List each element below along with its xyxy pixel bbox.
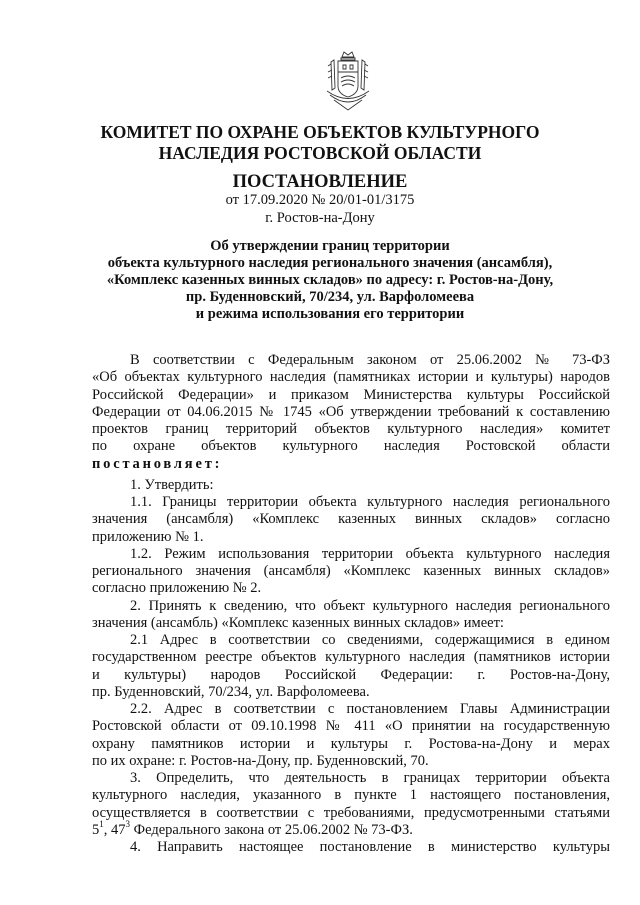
org-line-1: КОМИТЕТ ПО ОХРАНЕ ОБЪЕКТОВ КУЛЬТУРНОГО xyxy=(100,122,540,142)
document-city: г. Ростов-на-Дону xyxy=(265,210,375,226)
preamble-line: «Об объектах культурного наследия (памятниках истории и культуры) народов xyxy=(92,369,610,386)
article-ref-text: 5 xyxy=(92,821,100,838)
preamble-line: В соответствии с Федеральным законом от 25.06.2002 № 73-ФЗ xyxy=(130,352,610,368)
decree-word: постановляет: xyxy=(92,455,223,472)
paragraph-3-line: 3. Определить, что деятельность в границах территории объекта xyxy=(130,770,610,786)
article-ref-text: Федерального закона от 25.06.2002 № 73-ФЗ. xyxy=(130,821,413,838)
preamble-line: Федерации от 04.06.2015 № 1745 «Об утверждении требований к составлению xyxy=(92,403,610,420)
paragraph-3-last-line xyxy=(92,818,610,839)
paragraph-1-2-line: согласно приложению № 2. xyxy=(92,580,262,597)
paragraph-2-2-line: Ростовской области от 09.10.1998 № 411 «О принятии на государственную xyxy=(92,718,610,735)
article-ref-text: , 47 xyxy=(103,821,126,838)
article-ref-superscript: 3 xyxy=(125,818,130,829)
subject-line: «Комплекс казенных винных складов» по адресу: г. Ростов-на-Дону, xyxy=(106,272,554,288)
paragraph-1-1-line: 1.1. Границы территории объекта культурного наследия регионального xyxy=(130,494,610,510)
paragraph-2-1-line: 2.1 Адрес в соответствии со сведениями, содержащимися в едином xyxy=(130,632,610,648)
document-date-number: от 17.09.2020 № 20/01-01/3175 xyxy=(225,192,415,208)
paragraph-2-1-line: и культуры) народов Российской Федерации: г. Ростов-на-Дону, xyxy=(92,666,610,683)
subject-line: Об утверждении границ территории xyxy=(210,238,450,254)
subject-line: пр. Буденновский, 70/234, ул. Варфоломеева xyxy=(185,289,475,305)
article-ref-superscript: 1 xyxy=(99,818,104,829)
paragraph-1-1-line: значения (ансамбля) «Комплекс казенных винных складов» согласно xyxy=(92,511,610,528)
paragraph-1-1-line: приложению № 1. xyxy=(92,528,204,545)
preamble-line: Российской Федерации» и приказом Министерства культуры Российской xyxy=(92,386,610,403)
paragraph-2-line: значения (ансамбль) «Комплекс казенных винных складов» имеет: xyxy=(92,614,504,631)
paragraph-3-line: осуществляется в соответствии с требованиями, предусмотренными статьями xyxy=(92,804,610,821)
paragraph-2-2-line: 2.2. Адрес в соответствии с постановлением Главы Администрации xyxy=(130,701,610,717)
paragraph-1-2-line: регионального значения (ансамбля) «Комплекс казенных винных складов» xyxy=(92,563,610,579)
paragraph-2-line: 2. Принять к сведению, что объект культурного наследия регионального xyxy=(130,597,610,614)
paragraph-4-line: 4. Направить настоящее постановление в министерство культуры xyxy=(130,839,610,855)
org-line-2: НАСЛЕДИЯ РОСТОВСКОЙ ОБЛАСТИ xyxy=(158,143,482,163)
paragraph-2-1-line: пр. Буденновский, 70/234, ул. Варфоломеева. xyxy=(92,683,370,700)
preamble-line: по охране объектов культурного наследия Ростовской области xyxy=(92,438,610,455)
paragraph-2-2-line: охрану памятников истории и культуры г. Ростова-на-Дону и мерах xyxy=(92,735,610,752)
paragraph-2-1-line: государственном реестре объектов культурного наследия (памятников истории xyxy=(92,649,610,666)
paragraph-1-2-line: 1.2. Режим использования территории объекта культурного наследия xyxy=(130,545,610,562)
subject-line: и режима использования его территории xyxy=(195,306,465,322)
organization-name xyxy=(0,122,640,164)
document-body xyxy=(92,352,610,856)
coat-of-arms-emblem xyxy=(322,48,374,114)
document-type-title: ПОСТАНОВЛЕНИЕ xyxy=(232,172,408,192)
subject-line: объекта культурного наследия регионального значения (ансамбля), xyxy=(107,255,553,271)
preamble-line: проектов границ территорий объектов культурного наследия» комитет xyxy=(92,421,610,437)
paragraph-1: 1. Утвердить: xyxy=(130,476,214,493)
document-subject xyxy=(0,238,640,323)
paragraph-3-line: культурного наследия, указанного в пункте 1 настоящего постановления, xyxy=(92,787,610,804)
paragraph-2-2-line: по их охране: г. Ростов-на-Дону, пр. Буденновский, 70. xyxy=(92,752,429,769)
